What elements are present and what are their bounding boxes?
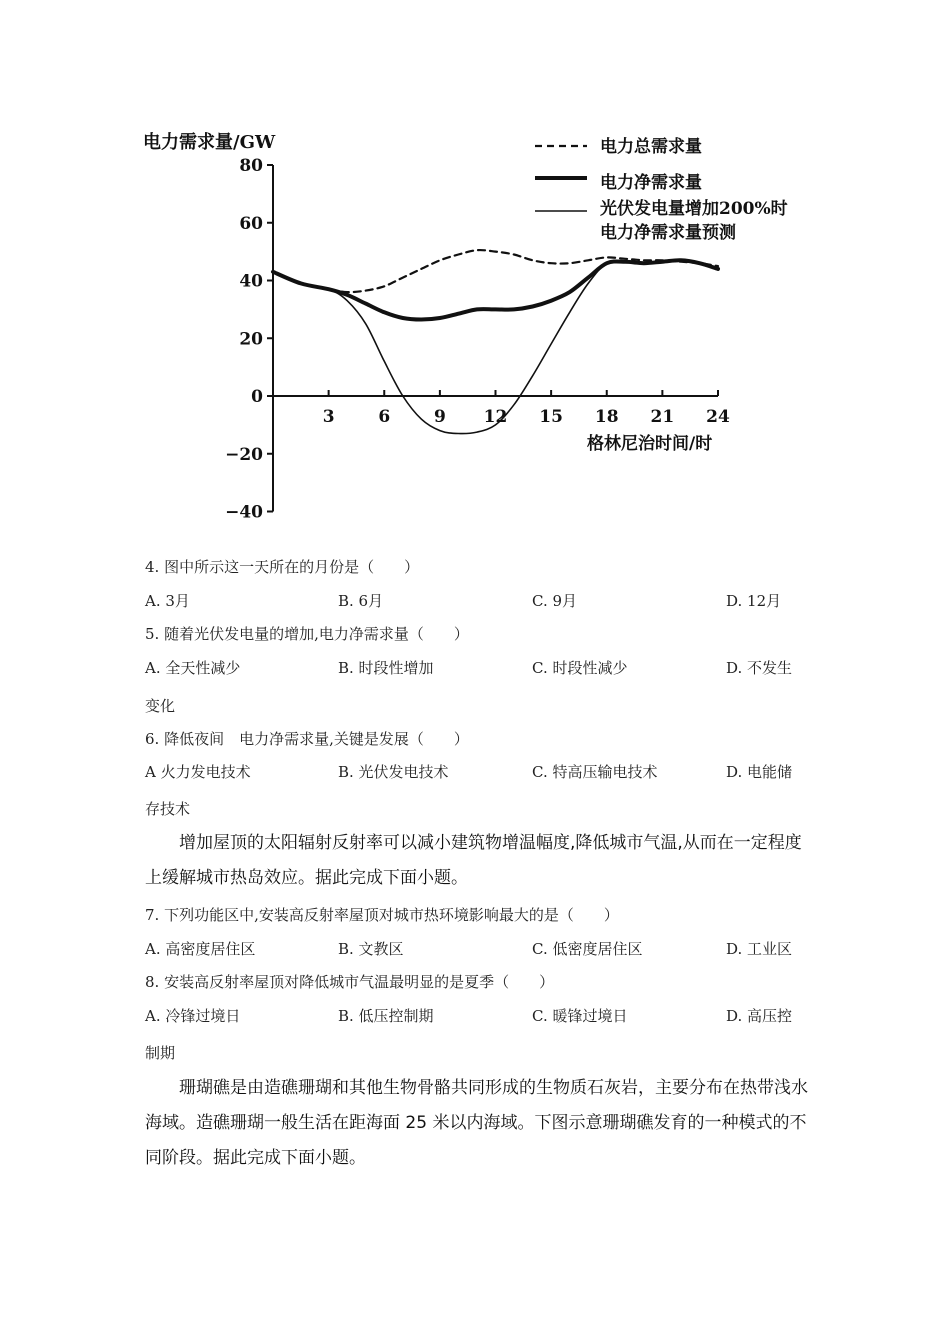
question-7-option-b[interactable]: B. 文教区 bbox=[338, 940, 404, 958]
question-8-option-c[interactable]: C. 暖锋过境日 bbox=[532, 1007, 628, 1025]
legend bbox=[535, 136, 788, 243]
x-tick-label: 15 bbox=[539, 407, 563, 427]
x-axis-label: 格林尼治时间/时 bbox=[587, 434, 713, 454]
y-tick-label: 60 bbox=[239, 213, 263, 234]
legend-label-total: 电力总需求量 bbox=[600, 137, 702, 157]
passage-heat-island: 增加屋顶的太阳辐射反射率可以减小建筑物增温幅度,降低城市气温,从而在一定程度上缓解城市热岛效应。据此完成下面小题。 bbox=[145, 833, 802, 888]
question-6-option-a[interactable]: A 火力发电技术 bbox=[145, 763, 251, 781]
question-4-stem: 4. 图中所示这一天所在的月份是（ ） bbox=[145, 558, 420, 576]
question-6-option-d[interactable]: D. 电能储 bbox=[726, 763, 793, 781]
question-6-option-d-wrap: 存技术 bbox=[145, 800, 191, 818]
y-tick-label: 40 bbox=[239, 271, 263, 292]
y-tick-label: −20 bbox=[225, 444, 263, 465]
question-8-option-d[interactable]: D. 高压控 bbox=[726, 1007, 793, 1025]
question-5-option-b[interactable]: B. 时段性增加 bbox=[338, 659, 434, 677]
y-tick-label: 20 bbox=[239, 329, 263, 350]
question-7-option-c[interactable]: C. 低密度居住区 bbox=[532, 940, 643, 958]
question-7-option-a[interactable]: A. 高密度居住区 bbox=[145, 940, 256, 958]
question-5-stem: 5. 随着光伏发电量的增加,电力净需求量（ ） bbox=[145, 625, 469, 643]
question-6-stem: 6. 降低夜间 电力净需求量,关键是发展（ ） bbox=[145, 730, 469, 748]
question-5-option-c[interactable]: C. 时段性减少 bbox=[532, 659, 628, 677]
y-tick-label: 0 bbox=[251, 387, 263, 407]
y-axis-label: 电力需求量/GW bbox=[143, 132, 276, 153]
question-7-stem: 7. 下列功能区中,安装高反射率屋顶对城市热环境影响最大的是（ ） bbox=[145, 906, 619, 924]
question-5-option-d-wrap: 变化 bbox=[145, 697, 176, 715]
question-4-option-d[interactable]: D. 12月 bbox=[726, 592, 782, 610]
question-8-option-b[interactable]: B. 低压控制期 bbox=[338, 1007, 434, 1025]
question-8-stem: 8. 安装高反射率屋顶对降低城市气温最明显的是夏季（ ） bbox=[145, 973, 555, 991]
x-tick-label: 24 bbox=[706, 407, 730, 427]
series-net-demand-line bbox=[273, 260, 718, 319]
question-5-option-d[interactable]: D. 不发生 bbox=[726, 659, 793, 677]
x-tick-label: 3 bbox=[322, 407, 335, 427]
question-6-option-b[interactable]: B. 光伏发电技术 bbox=[338, 763, 449, 781]
question-7-option-d[interactable]: D. 工业区 bbox=[726, 940, 793, 958]
x-tick-label: 18 bbox=[594, 407, 619, 427]
question-5-option-a[interactable]: A. 全天性减少 bbox=[145, 659, 241, 677]
question-4-option-c[interactable]: C. 9月 bbox=[532, 592, 578, 610]
x-tick-label: 12 bbox=[483, 407, 508, 427]
x-tick-label: 21 bbox=[650, 407, 675, 427]
y-tick-label: 80 bbox=[239, 156, 263, 176]
legend-label-net: 电力净需求量 bbox=[600, 173, 702, 193]
question-8-option-a[interactable]: A. 冷锋过境日 bbox=[145, 1007, 241, 1025]
question-8-option-d-wrap: 制期 bbox=[145, 1044, 176, 1062]
y-tick-label: −40 bbox=[225, 502, 263, 523]
x-tick-label: 6 bbox=[378, 407, 391, 427]
power-demand-chart bbox=[135, 120, 815, 530]
legend-label-forecast-line2: 电力净需求量预测 bbox=[600, 223, 736, 243]
question-4-option-b[interactable]: B. 6月 bbox=[338, 592, 384, 610]
passage-coral-reef: 珊瑚礁是由造礁珊瑚和其他生物骨骼共同形成的生物质石灰岩，主要分布在热带浅水海域。造礁珊瑚一般生活在距海面 25 米以内海域。下图示意珊瑚礁发育的一种模式的不同阶段。据此完成下面小题。 bbox=[145, 1078, 808, 1168]
legend-label-forecast-line1: 光伏发电量增加200%时 bbox=[600, 199, 788, 219]
series-total-demand-line bbox=[273, 250, 718, 292]
question-4-option-a[interactable]: A. 3月 bbox=[145, 592, 190, 610]
question-6-option-c[interactable]: C. 特高压输电技术 bbox=[532, 763, 658, 781]
x-tick-label: 9 bbox=[433, 407, 446, 427]
